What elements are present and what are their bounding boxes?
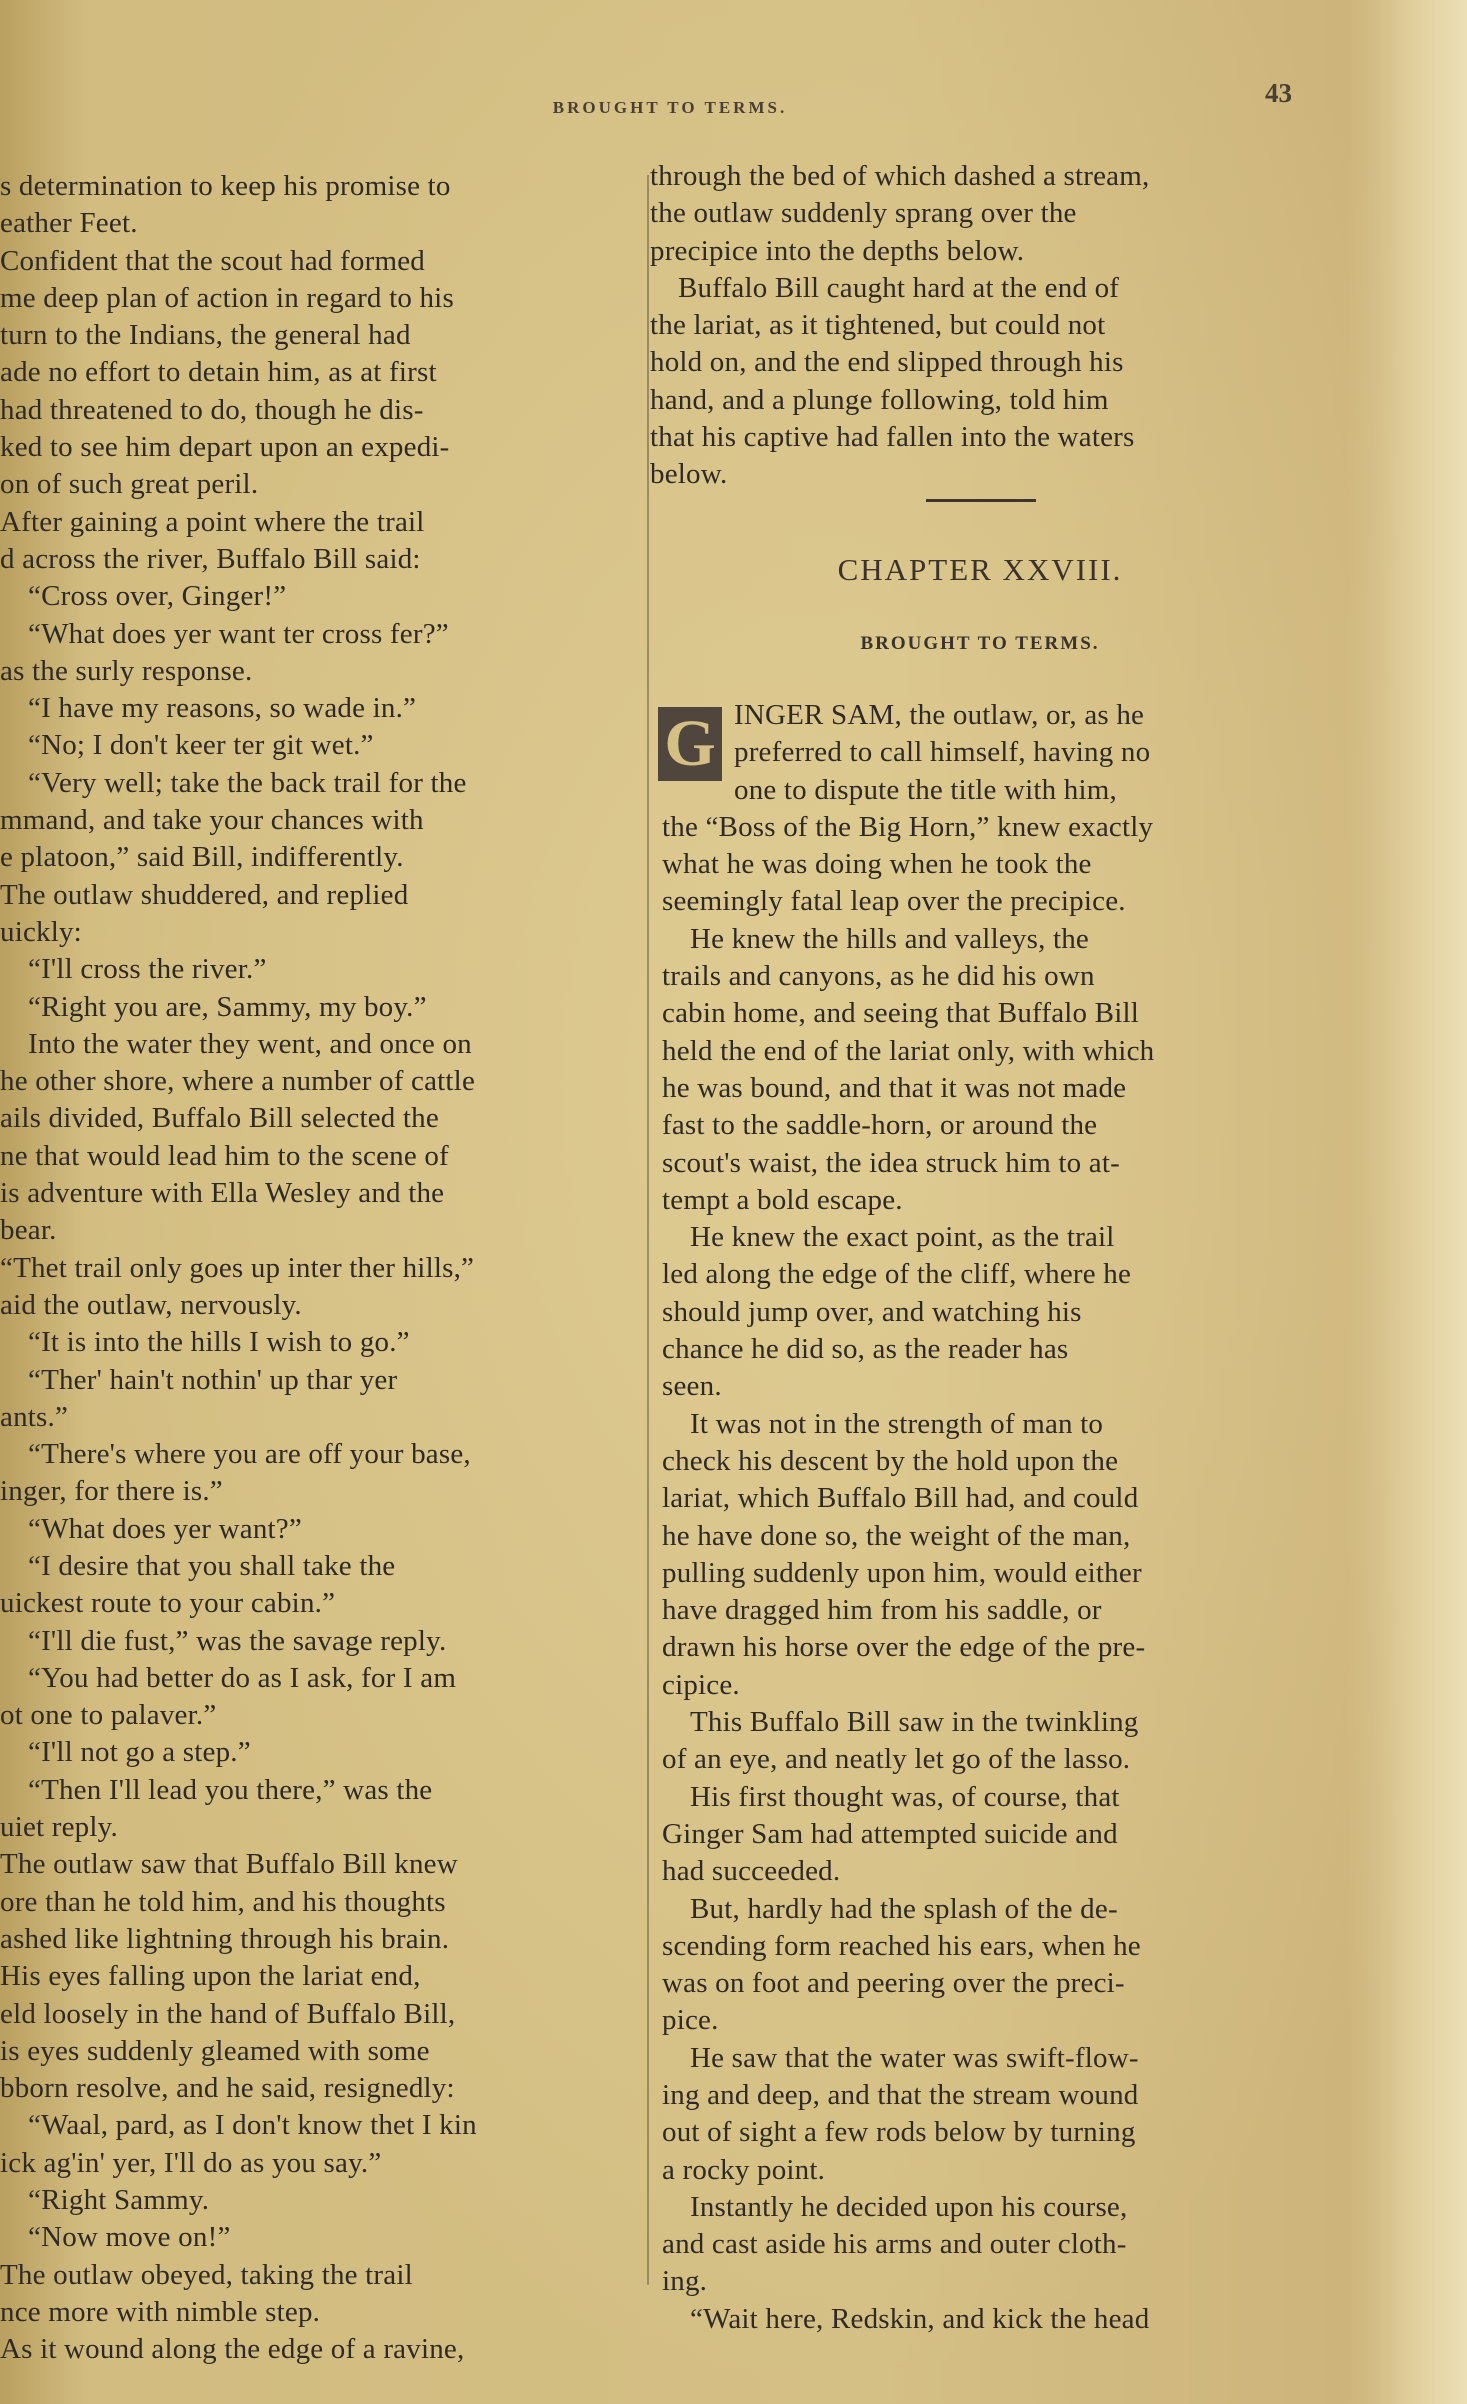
text-line: “Right Sammy.: [28, 2184, 210, 2217]
text-line: he have done so, the weight of the man,: [662, 1519, 1131, 1552]
text-line: eather Feet.: [0, 207, 138, 240]
text-line: me deep plan of action in regard to his: [0, 281, 454, 314]
section-rule: [926, 499, 1036, 502]
text-line: uickly:: [0, 915, 82, 948]
text-line: But, hardly had the splash of the de-: [690, 1892, 1118, 1925]
text-line: as the surly response.: [0, 654, 253, 687]
text-line: His first thought was, of course, that: [690, 1780, 1120, 1813]
right-text-column-top: [650, 158, 1345, 494]
text-line: ade no effort to detain him, as at first: [0, 356, 437, 389]
text-line: “No; I don't keer ter git wet.”: [28, 729, 374, 762]
text-line: bborn resolve, and he said, resignedly:: [0, 2072, 455, 2105]
text-line: d across the river, Buffalo Bill said:: [0, 542, 421, 575]
text-line: through the bed of which dashed a stream,: [650, 160, 1150, 192]
text-line: s determination to keep his promise to: [0, 170, 451, 202]
text-line: ked to see him depart upon an expedi-: [0, 431, 450, 464]
text-line: and cast aside his arms and outer cloth-: [662, 2228, 1127, 2261]
text-line: uickest route to your cabin.”: [0, 1587, 336, 1620]
text-line: Ginger Sam had attempted suicide and: [662, 1817, 1118, 1850]
text-line: trails and canyons, as he did his own: [662, 960, 1095, 993]
text-line: lariat, which Buffalo Bill had, and could: [662, 1482, 1139, 1515]
text-line: chance he did so, as the reader has: [662, 1333, 1069, 1366]
text-line: “I'll not go a step.”: [28, 1736, 251, 1769]
left-text-column: [0, 168, 640, 2369]
text-line: the outlaw suddenly sprang over the: [650, 197, 1077, 230]
text-line: Instantly he decided upon his course,: [690, 2190, 1128, 2223]
text-line: inger, for there is.”: [0, 1475, 223, 1508]
chapter-title: CHAPTER XXVIII.: [837, 552, 1123, 587]
text-line: The outlaw saw that Buffalo Bill knew: [0, 1848, 458, 1881]
text-line: pice.: [662, 2004, 719, 2037]
text-line: “What does yer want?”: [28, 1512, 302, 1545]
text-line: He saw that the water was swift-flow-: [690, 2041, 1139, 2074]
text-line: His eyes falling upon the lariat end,: [0, 1960, 421, 1993]
text-line: the “Boss of the Big Horn,” knew exactly: [662, 810, 1154, 843]
text-line: fast to the saddle-horn, or around the: [662, 1109, 1098, 1142]
text-line: “I'll die fust,” was the savage reply.: [28, 1624, 447, 1657]
text-line: “Very well; take the back trail for the: [28, 766, 467, 799]
chapter-subtitle: BROUGHT TO TERMS.: [860, 633, 1100, 654]
text-line: He knew the hills and valleys, the: [690, 922, 1090, 955]
text-line: pulling suddenly upon him, would either: [662, 1556, 1142, 1589]
text-line: mmand, and take your chances with: [0, 804, 424, 837]
text-line: ing.: [662, 2265, 708, 2298]
text-line: “You had better do as I ask, for I am: [28, 1661, 457, 1694]
text-line: “What does yer want ter cross fer?”: [28, 617, 449, 650]
text-line: ants.”: [0, 1400, 69, 1433]
text-line: bear.: [0, 1214, 57, 1247]
text-line: uiet reply.: [0, 1811, 118, 1844]
text-line: “I have my reasons, so wade in.”: [28, 692, 417, 725]
text-line: on of such great peril.: [0, 468, 259, 501]
text-line: is eyes suddenly gleamed with some: [0, 2034, 430, 2067]
text-line: tempt a bold escape.: [662, 1183, 903, 1216]
text-line: The outlaw shuddered, and replied: [0, 878, 409, 911]
text-line: led along the edge of the cliff, where he: [662, 1258, 1132, 1291]
text-line: a rocky point.: [662, 2153, 826, 2186]
page-edge: [1347, 0, 1467, 2404]
text-line: “Then I'll lead you there,” was the: [28, 1773, 433, 1806]
text-line: “Ther' hain't nothin' up thar yer: [28, 1363, 398, 1396]
text-line: Into the water they went, and once on: [28, 1027, 472, 1060]
text-line: cabin home, and seeing that Buffalo Bill: [662, 997, 1139, 1030]
text-line: he was bound, and that it was not made: [662, 1071, 1127, 1104]
text-line: ot one to palaver.”: [0, 1699, 217, 1732]
text-line: precipice into the depths below.: [650, 234, 1025, 267]
text-line: preferred to call himself, having no: [734, 736, 1151, 769]
text-line: It was not in the strength of man to: [690, 1407, 1104, 1440]
page-number: 43: [1265, 78, 1292, 108]
text-line: scout's waist, the idea struck him to at-: [662, 1146, 1120, 1179]
chapter-body-column: [662, 697, 1352, 2338]
text-line: INGER SAM, the outlaw, or, as he: [734, 699, 1145, 731]
text-line: of an eye, and neatly let go of the lasso.: [662, 1743, 1131, 1776]
text-line: hand, and a plunge following, told him: [650, 383, 1109, 416]
text-line: should jump over, and watching his: [662, 1295, 1082, 1328]
text-line: “I'll cross the river.”: [28, 953, 267, 986]
text-line: ick ag'in' yer, I'll do as you say.”: [0, 2146, 382, 2179]
text-line: what he was doing when he took the: [662, 848, 1092, 881]
text-line: he other shore, where a number of cattle: [0, 1065, 476, 1098]
text-line: is adventure with Ella Wesley and the: [0, 1177, 445, 1210]
text-line: ashed like lightning through his brain.: [0, 1922, 450, 1955]
text-line: one to dispute the title with him,: [734, 773, 1117, 806]
text-line: that his captive had fallen into the waters: [650, 421, 1135, 454]
text-line: check his descent by the hold upon the: [662, 1444, 1119, 1477]
text-line: ne that would lead him to the scene of: [0, 1139, 449, 1172]
text-line: Confident that the scout had formed: [0, 244, 425, 277]
drop-cap-initial: G: [658, 707, 722, 781]
text-line: hold on, and the end slipped through his: [650, 346, 1124, 379]
text-line: below.: [650, 458, 728, 491]
text-line: held the end of the lariat only, with which: [662, 1034, 1155, 1067]
text-line: “Thet trail only goes up inter ther hills,”: [0, 1251, 475, 1284]
column-divider: [647, 175, 649, 2285]
text-line: “Cross over, Ginger!”: [28, 580, 287, 613]
text-line: seen.: [662, 1370, 722, 1403]
text-line: cipice.: [662, 1668, 740, 1701]
text-line: “Right you are, Sammy, my boy.”: [28, 990, 427, 1023]
text-line: drawn his horse over the edge of the pre-: [662, 1631, 1146, 1664]
text-line: “There's where you are off your base,: [28, 1438, 471, 1471]
text-line: the lariat, as it tightened, but could not: [650, 309, 1106, 342]
text-line: nce more with nimble step.: [0, 2295, 321, 2328]
text-line: “Wait here, Redskin, and kick the head: [690, 2302, 1150, 2335]
text-line: e platoon,” said Bill, indifferently.: [0, 841, 404, 874]
text-line: have dragged him from his saddle, or: [662, 1594, 1102, 1627]
running-head: BROUGHT TO TERMS.: [552, 98, 788, 117]
text-line: “It is into the hills I wish to go.”: [28, 1326, 410, 1359]
text-line: seemingly fatal leap over the precipice.: [662, 885, 1126, 918]
text-line: had threatened to do, though he dis-: [0, 393, 424, 426]
text-line: The outlaw obeyed, taking the trail: [0, 2258, 413, 2291]
text-line: This Buffalo Bill saw in the twinkling: [690, 1706, 1139, 1739]
text-line: After gaining a point where the trail: [0, 505, 425, 538]
text-line: out of sight a few rods below by turning: [662, 2116, 1136, 2149]
text-line: “Waal, pard, as I don't know thet I kin: [28, 2109, 477, 2142]
text-line: aid the outlaw, nervously.: [0, 1288, 302, 1321]
text-line: eld loosely in the hand of Buffalo Bill,: [0, 1997, 456, 2030]
text-line: Buffalo Bill caught hard at the end of: [678, 271, 1120, 304]
text-line: ails divided, Buffalo Bill selected the: [0, 1102, 439, 1135]
text-line: had succeeded.: [662, 1855, 841, 1888]
text-line: turn to the Indians, the general had: [0, 319, 411, 352]
text-line: scending form reached his ears, when he: [662, 1929, 1141, 1962]
text-line: ing and deep, and that the stream wound: [662, 2078, 1139, 2111]
text-line: “Now move on!”: [28, 2221, 231, 2254]
text-line: As it wound along the edge of a ravine,: [0, 2333, 465, 2366]
text-line: He knew the exact point, as the trail: [690, 1221, 1115, 1254]
text-line: “I desire that you shall take the: [28, 1549, 396, 1582]
text-line: was on foot and peering over the preci-: [662, 1967, 1125, 2000]
text-line: ore than he told him, and his thoughts: [0, 1885, 446, 1918]
